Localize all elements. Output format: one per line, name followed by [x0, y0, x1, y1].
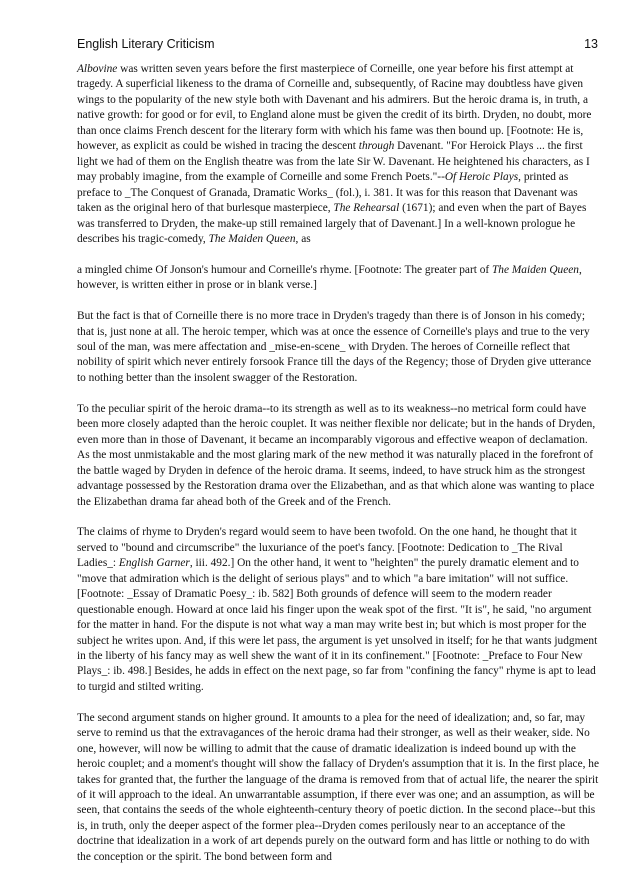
paragraph [77, 309, 601, 386]
text-run: (1671); and even when the part of Bayes was transferred to Dryden, the make-up still remained largely that of Davenant.] In a well-known prologue he describes his tragic-comedy, [77, 202, 587, 245]
italic-text: Albovine [77, 63, 118, 75]
text-run: , as [295, 232, 311, 245]
text-run: The second argument stands on higher ground. It amounts to a plea for the need of idealization; and, so far, may serve to remind us that the extravagances of the heroic drama had their stronger, as well as their weaker, side. No one, however, will now be willing to admit that the cause of dramatic idealization is indeed bound up with the heroic couplet; and a moment's thought will show the fallacy of Dryden's assumption that it is. In the first place, he takes for granted that, the further the language of the drama is removed from that of actual life, the nearer the spirit of it will approach to the ideal. An unwarrantable assumption, if there ever was one; and an assumption, as will be seen, that contains the seeds of the whole eighteenth-century theory of poetic diction. In the second place--but this is, in truth, only the deeper aspect of the former plea--Dryden comes perilously near to an acceptance of the doctrine that idealization in a work of art depends purely on the outward form and has little or nothing to do with the conception or the spirit. The bond between form and [77, 711, 600, 863]
text-run: The claims of rhyme to Dryden's regard would seem to have been twofold. On the one hand, he thought that it served to "bound and circumscribe" the luxuriance of the poet's fancy. [Footnote: Dedication to _The Rival Ladies_: [77, 526, 577, 570]
italic-text: The Rehearsal [333, 202, 400, 215]
text-run: a mingled chime Of Jonson's humour and Corneille's rhyme. [Footnote: The greater part of [77, 263, 492, 276]
text-run: But the fact is that of Corneille there is no more trace in Dryden's tragedy than there is of Jonson in his comedy; that is, just none at all. The heroic temper, which was at once the essence of Corneille's plays and true to the very soul of the man, was mere affectation and _mise-en-scene_ with Dryden. The heroes of Corneille reflect that nobility of spirit which never entirely forsook France till the days of the Regency; those of Dryden give utterance to nothing better than the insolent swagger of the Restoration. [77, 310, 592, 384]
italic-text: through [358, 140, 395, 153]
text-run: To the peculiar spirit of the heroic drama--to its strength as well as to its weakness--no metrical form could have been more closely adapted than the heroic couplet. It was neither flexible nor delicate; but in the hands of Dryden, even more than in those of Davenant, it became an incomparably vigorous and effective weapon of declamation. As the most unmistakable and the most glaring mark of the new method it was naturally placed in the forefront of the battle waged by Dryden in defence of the heroic drama. It seems, indeed, to have struck him as the strongest advantage possessed by the Restoration drama over the Elizabethan, and as that which alone was wanting to place the Elizabethan drama far ahead both of the Greek and of the French. [77, 402, 596, 508]
page-body [77, 62, 601, 881]
page-number: 13 [584, 37, 598, 51]
text-run: , iii. 492.] On the other hand, it went to "heighten" the purely dramatic element and to "move that admiration which is the delight of serious plays" and to which "a bare imitation" will not suffice. [Footnote: _Essay of Dramatic Poesy_: ib. 582] Both grounds of defence will seem to the modern reader questionable enough. Howard at once laid his finger upon the weak spot of the first. "It is", he said, "no argument for the matter in hand. For the dispute is not what way a man may write best in; but which is most proper for the subject he writes upon. And, if this were let pass, the argument is yet unsolved in itself; for he that wants judgment in the liberty of his fancy may as well shew the want of it in its confinement." [Footnote: _Preface to Four New Plays_: ib. 498.] Besides, he adds in effect on the next page, so far from "confining the fancy" rhyme is apt to lead to turgid and stilted writing. [77, 557, 598, 693]
paragraph [77, 711, 601, 866]
italic-text: English Garner [118, 557, 190, 570]
text-run: , printed as preface to _The Conquest of Granada, Dramatic Works_ (fol.), i. 381. It was for this reason that Davenant was taken as the original hero of that burlesque masterpiece, [77, 171, 578, 215]
header-title: English Literary Criticism [77, 37, 215, 51]
paragraph [77, 263, 601, 294]
text-run: Davenant. "For Heroick Plays ... the first light we had of them on the English theatre was from the late Sir W. Davenant. He heightened his characters, as I may probably imagine, from the example of Corneille and some French Poets."-- [77, 140, 590, 184]
running-header [77, 37, 598, 55]
text-run: , however, is written either in prose or in blank verse.] [77, 263, 582, 292]
italic-text: The Maiden Queen [492, 263, 579, 276]
paragraph [77, 525, 601, 695]
italic-text: Of Heroic Plays [444, 171, 519, 184]
paragraph [77, 402, 601, 510]
italic-text: The Maiden Queen [208, 232, 296, 245]
paragraph [77, 62, 601, 247]
text-run: was written seven years before the first masterpiece of Corneille, one year before his first attempt at tragedy. A superficial likeness to the drama of Corneille and, subsequently, of Racine may doubtless have given wings to the popularity of the new style both with Davenant and his admirers. But the heroic drama is, in truth, a native growth: for good or for evil, to England alone must be given the credit of its birth. Dryden, no doubt, more than once claims French descent for the literary form with which his fame was then bound up. [Footnote: He is, however, as explicit as could be wished in tracing the descent [77, 63, 592, 153]
